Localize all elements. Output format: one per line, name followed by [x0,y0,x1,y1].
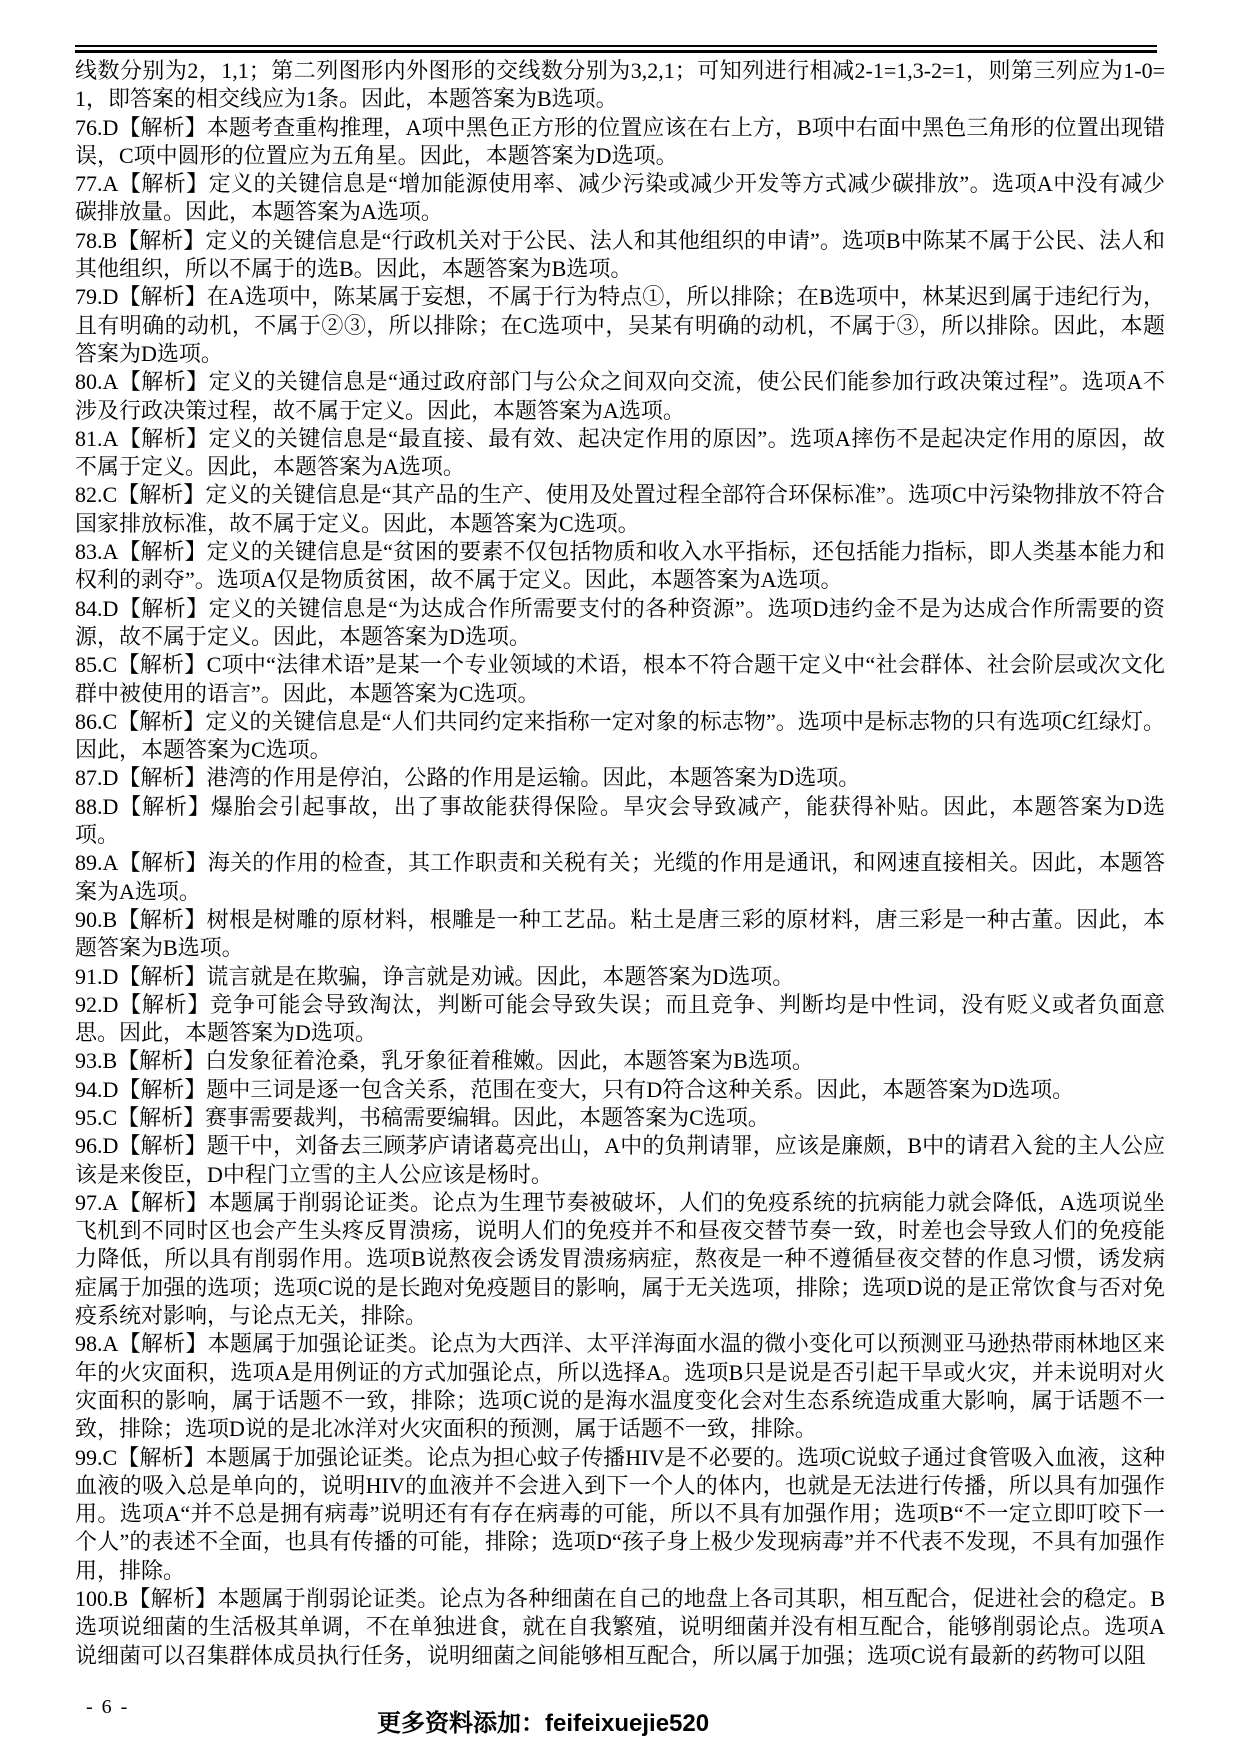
answer-explanation-100: 100.B【解析】本题属于削弱论证类。论点为各种细菌在自己的地盘上各司其职，相互配合，促进社会的稳定。B选项说细菌的生活极其单调，不在单独进食，就在自我繁殖，说明细菌并没有相互配合，能够削弱论点。选项A说细菌可以召集群体成员执行任务，说明细菌之间能够相互配合，所以属于加强；选项C说有最新的药物可以阻 [75,1586,1165,1668]
page-number: - 6 - [86,1696,130,1718]
answer-explanation-93: 93.B【解析】白发象征着沧桑，乳牙象征着稚嫩。因此，本题答案为B选项。 [75,1048,814,1074]
answer-explanation-90: 90.B【解析】树根是树雕的原材料，根雕是一种工艺品。粘土是唐三彩的原材料，唐三彩是一种古董。因此，本题答案为B选项。 [75,906,1165,961]
answer-explanation-78: 78.B【解析】定义的关键信息是“行政机关对于公民、法人和其他组织的申请”。选项B中陈某不属于公民、法人和其他组织，所以不属于的选B。因此，本题答案为B选项。 [75,227,1165,282]
answer-explanation-99: 99.C【解析】本题属于加强论证类。论点为担心蚊子传播HIV是不必要的。选项C说蚊子通过食管吸入血液，这种血液的吸入总是单向的，说明HIV的血液并不会进入到下一个人的体内，也就是无法进行传播，所以具有加强作用。选项A“并不总是拥有病毒”说明还有有存在病毒的可能，所以不具有加强作用；选项B“不一定立即叮咬下一个人”的表述不全面，也具有传播的可能，排除；选项D“孩子身上极少发现病毒”并不代表不发现，不具有加强作用，排除。 [75,1444,1165,1583]
answer-explanation-96: 96.D【解析】题干中，刘备去三顾茅庐请诸葛亮出山，A中的负荆请罪，应该是廉颇，B中的请君入瓮的主人公应该是来俊臣，D中程门立雪的主人公应该是杨时。 [75,1133,1165,1187]
answer-explanation-88: 88.D【解析】爆胎会引起事故，出了事故能获得保险。旱灾会导致减产，能获得补贴。因此，本题答案为D选项。 [75,793,1165,848]
answer-explanation-80: 80.A【解析】定义的关键信息是“通过政府部门与公众之间双向交流，使公民们能参加行政决策过程”。选项A不涉及行政决策过程，故不属于定义。因此，本题答案为A选项。 [75,369,1165,423]
answer-explanation-98: 98.A【解析】本题属于加强论证类。论点为大西洋、太平洋海面水温的微小变化可以预测亚马逊热带雨林地区来年的火灾面积，选项A是用例证的方式加强论点，所以选择A。选项B只是说是否引起干旱或火灾，并未说明对火灾面积的影响，属于话题不一致，排除；选项C说的是海水温度变化会对生态系统造成重大影响，属于话题不一致，排除；选项D说的是北冰洋对火灾面积的预测，属于话题不一致，排除。 [75,1331,1165,1442]
answer-explanation-91: 91.D【解析】谎言就是在欺骗，诤言就是劝诫。因此，本题答案为D选项。 [75,963,795,989]
answer-explanation-86: 86.C【解析】定义的关键信息是“人们共同约定来指称一定对象的标志物”。选项中是标志物的只有选项C红绿灯。因此，本题答案为C选项。 [75,708,1165,763]
answer-explanation-97: 97.A【解析】本题属于削弱论证类。论点为生理节奏被破坏，人们的免疫系统的抗病能力就会降低，A选项说坐飞机到不同时区也会产生头疼反胃溃疡，说明人们的免疫并不和昼夜交替节奏一致，时差也会导致人们的免疫能力降低，所以具有削弱作用。选项B说熬夜会诱发胃溃疡病症，熬夜是一种不遵循昼夜交替的作息习惯，诱发病症属于加强的选项；选项C说的是长跑对免疫题目的影响，属于无关选项，排除；选项D说的是正常饮食与否对免疫系统对影响，与论点无关，排除。 [75,1189,1165,1329]
answer-explanation-85: 85.C【解析】C项中“法律术语”是某一个专业领域的术语，根本不符合题干定义中“社会群体、社会阶层或次文化群中被使用的语言”。因此，本题答案为C选项。 [75,652,1165,706]
answer-explanation-79: 79.D【解析】在A选项中，陈某属于妄想，不属于行为特点①，所以排除；在B选项中，林某迟到属于违纪行为，且有明确的动机，不属于②③，所以排除；在C选项中，吴某有明确的动机，不属于③，所以排除。因此，本题答案为D选项。 [75,284,1165,366]
answer-explanation-82: 82.C【解析】定义的关键信息是“其产品的生产、使用及处置过程全部符合环保标准”。选项C中污染物排放不符合国家排放标准，故不属于定义。因此，本题答案为C选项。 [75,482,1165,536]
continuation-text: 线数分别为2，1,1；第二列图形内外图形的交线数分别为3,2,1；可知列进行相减2-1=1,3-2=1，则第三列应为1-0=1，即答案的相交线应为1条。因此，本题答案为B选项。 [75,58,1165,112]
answer-explanation-89: 89.A【解析】海关的作用的检查，其工作职责和关税有关；光缆的作用是通讯，和网速直接相关。因此，本题答案为A选项。 [75,850,1165,904]
answer-explanations [75,57,1165,1670]
answer-explanation-81: 81.A【解析】定义的关键信息是“最直接、最有效、起决定作用的原因”。选项A摔伤不是起决定作用的原因，故不属于定义。因此，本题答案为A选项。 [75,425,1165,480]
footer-note [377,1703,709,1738]
answer-explanation-77: 77.A【解析】定义的关键信息是“增加能源使用率、减少污染或减少开发等方式减少碳排放”。选项A中没有减少碳排放量。因此，本题答案为A选项。 [75,171,1165,225]
answer-explanation-92: 92.D【解析】竞争可能会导致淘汰，判断可能会导致失误；而且竞争、判断均是中性词，没有贬义或者负面意思。因此，本题答案为D选项。 [75,991,1165,1046]
answer-explanation-76: 76.D【解析】本题考查重构推理，A项中黑色正方形的位置应该在右上方，B项中右面中黑色三角形的位置出现错误，C项中圆形的位置应为五角星。因此，本题答案为D选项。 [75,114,1165,168]
answer-explanation-84: 84.D【解析】定义的关键信息是“为达成合作所需要支付的各种资源”。选项D违约金不是为达成合作所需要的资源，故不属于定义。因此，本题答案为D选项。 [75,595,1165,649]
footer-note-value: feifeixuejie520 [545,1710,710,1737]
header-double-rule [75,45,1157,53]
footer-note-label: 更多资料添加： [377,1711,545,1737]
answer-explanation-87: 87.D【解析】港湾的作用是停泊，公路的作用是运输。因此，本题答案为D选项。 [75,765,861,791]
answer-explanation-95: 95.C【解析】赛事需要裁判，书稿需要编辑。因此，本题答案为C选项。 [75,1104,770,1130]
answer-explanation-94: 94.D【解析】题中三词是逐一包含关系，范围在变大，只有D符合这种关系。因此，本题答案为D选项。 [75,1076,1075,1102]
answer-explanation-83: 83.A【解析】定义的关键信息是“贫困的要素不仅包括物质和收入水平指标，还包括能力指标，即人类基本能力和权利的剥夺”。选项A仅是物质贫困，故不属于定义。因此，本题答案为A选项。 [75,539,1165,593]
